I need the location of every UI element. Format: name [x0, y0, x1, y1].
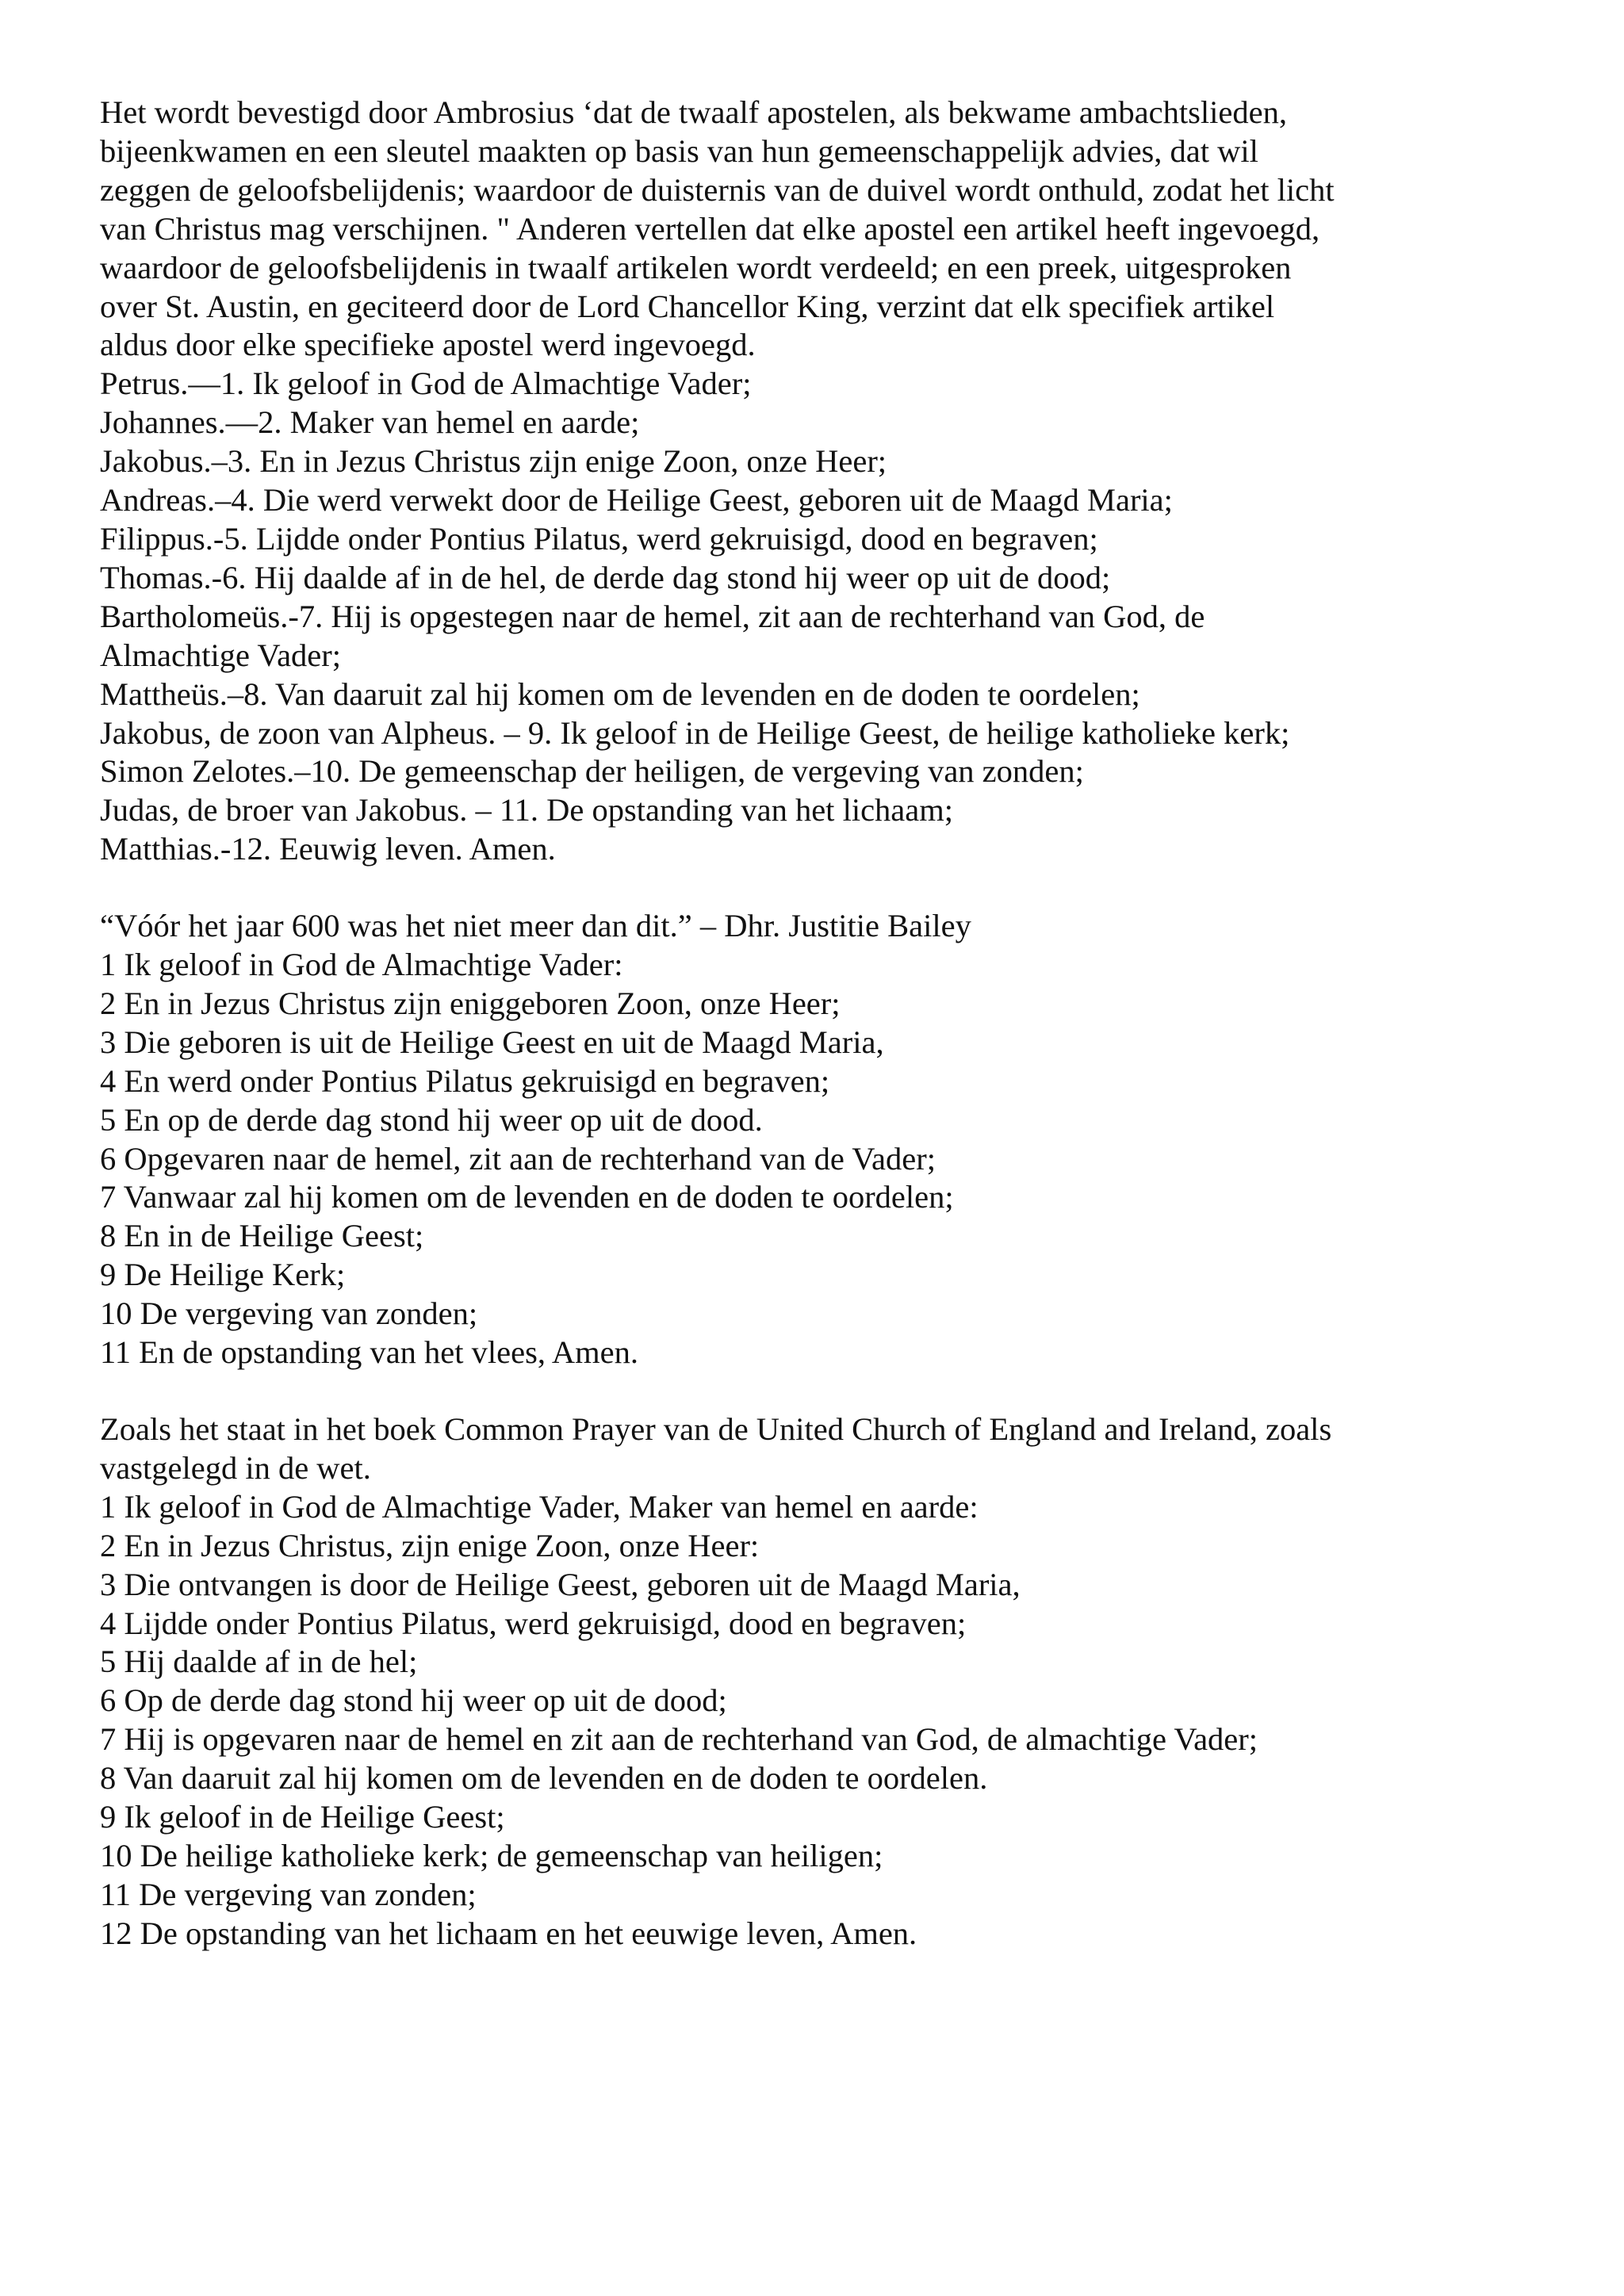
common-prayer-heading: vastgelegd in de wet.: [100, 1449, 371, 1486]
apostle-article-line: Jakobus, de zoon van Alpheus. – 9. Ik geloof in de Heilige Geest, de heilige katholieke kerk;: [100, 714, 1290, 751]
intro-line: bijeenkwamen en een sleutel maakten op basis van hun gemeenschappelijk advies, dat wil: [100, 132, 1258, 169]
apostle-article-line: Matthias.-12. Eeuwig leven. Amen.: [100, 831, 556, 867]
common-prayer-line: 5 Hij daalde af in de hel;: [100, 1644, 418, 1680]
bailey-creed-line: 5 En op de derde dag stond hij weer op uit de dood.: [100, 1101, 763, 1138]
paragraph-gap: [100, 1372, 1529, 1410]
apostle-article-line: Filippus.-5. Lijdde onder Pontius Pilatus, werd gekruisigd, dood en begraven;: [100, 520, 1098, 557]
common-prayer-line: 9 Ik geloof in de Heilige Geest;: [100, 1799, 505, 1835]
apostle-article-line: Johannes.—2. Maker van hemel en aarde;: [100, 404, 640, 441]
apostles-list: [100, 365, 1529, 869]
bailey-creed-line: 2 En in Jezus Christus zijn eniggeboren Zoon, onze Heer;: [100, 985, 841, 1021]
bailey-creed-line: 6 Opgevaren naar de hemel, zit aan de rechterhand van de Vader;: [100, 1140, 936, 1177]
bailey-creed-line: 9 De Heilige Kerk;: [100, 1257, 346, 1293]
apostle-article-line: Andreas.–4. Die werd verwekt door de Heilige Geest, geboren uit de Maagd Maria;: [100, 482, 1173, 519]
common-prayer-line: 3 Die ontvangen is door de Heilige Geest, geboren uit de Maagd Maria,: [100, 1566, 1021, 1602]
apostle-article-line: Jakobus.–3. En in Jezus Christus zijn enige Zoon, onze Heer;: [100, 443, 887, 480]
bailey-creed-line: 1 Ik geloof in God de Almachtige Vader:: [100, 947, 623, 983]
intro-line: aldus door elke specifieke apostel werd ingevoegd.: [100, 327, 756, 363]
apostle-article-line: Petrus.—1. Ik geloof in God de Almachtige Vader;: [100, 365, 752, 402]
intro-line: over St. Austin, en geciteerd door de Lord Chancellor King, verzint dat elk specifiek artikel: [100, 288, 1275, 324]
bailey-heading: “Vóór het jaar 600 was het niet meer dan dit.” – Dhr. Justitie Bailey: [100, 908, 971, 944]
common-prayer-creed: [100, 1410, 1529, 1954]
apostle-article-line: Bartholomeüs.-7. Hij is opgestegen naar de hemel, zit aan de rechterhand van God, de: [100, 598, 1205, 634]
common-prayer-line: 1 Ik geloof in God de Almachtige Vader, Maker van hemel en aarde:: [100, 1488, 979, 1525]
bailey-creed-line: 7 Vanwaar zal hij komen om de levenden en de doden te oordelen;: [100, 1179, 954, 1215]
common-prayer-line: 6 Op de derde dag stond hij weer op uit de dood;: [100, 1682, 727, 1719]
common-prayer-line: 4 Lijdde onder Pontius Pilatus, werd gekruisigd, dood en begraven;: [100, 1605, 967, 1641]
apostle-article-line: Simon Zelotes.–10. De gemeenschap der heiligen, de vergeving van zonden;: [100, 753, 1084, 790]
intro-line: zeggen de geloofsbelijdenis; waardoor de duisternis van de duivel wordt onthuld, zodat het licht: [100, 171, 1335, 208]
common-prayer-line: 11 De vergeving van zonden;: [100, 1876, 477, 1912]
apostle-article-line: Mattheüs.–8. Van daaruit zal hij komen om de levenden en de doden te oordelen;: [100, 675, 1140, 712]
apostle-article-line: Almachtige Vader;: [100, 637, 342, 673]
bailey-creed-line: 11 En de opstanding van het vlees, Amen.: [100, 1334, 638, 1371]
common-prayer-heading: Zoals het staat in het boek Common Prayer van de United Church of England and Ireland, zoals: [100, 1411, 1332, 1447]
apostle-article-line: Thomas.-6. Hij daalde af in de hel, de derde dag stond hij weer op uit de dood;: [100, 559, 1111, 595]
common-prayer-line: 8 Van daaruit zal hij komen om de levenden en de doden te oordelen.: [100, 1760, 988, 1797]
paragraph-gap: [100, 869, 1529, 907]
intro-line: waardoor de geloofsbelijdenis in twaalf artikelen wordt verdeeld; en een preek, uitgesproken: [100, 249, 1292, 285]
common-prayer-line: 2 En in Jezus Christus, zijn enige Zoon, onze Heer:: [100, 1527, 760, 1563]
bailey-creed: [100, 907, 1529, 1372]
common-prayer-line: 7 Hij is opgevaren naar de hemel en zit aan de rechterhand van God, de almachtige Vader;: [100, 1721, 1258, 1758]
bailey-creed-line: 8 En in de Heilige Geest;: [100, 1218, 424, 1254]
apostle-article-line: Judas, de broer van Jakobus. – 11. De opstanding van het lichaam;: [100, 792, 953, 828]
intro-line: van Christus mag verschijnen. " Anderen vertellen dat elke apostel een artikel heeft ingevoegd,: [100, 210, 1320, 247]
common-prayer-line: 12 De opstanding van het lichaam en het eeuwige leven, Amen.: [100, 1915, 917, 1951]
bailey-creed-line: 10 De vergeving van zonden;: [100, 1295, 478, 1332]
bailey-creed-line: 3 Die geboren is uit de Heilige Geest en uit de Maagd Maria,: [100, 1024, 884, 1060]
intro-paragraph: [100, 94, 1529, 365]
bailey-creed-line: 4 En werd onder Pontius Pilatus gekruisigd en begraven;: [100, 1062, 830, 1099]
intro-line: Het wordt bevestigd door Ambrosius ‘dat de twaalf apostelen, als bekwame ambachtslieden,: [100, 94, 1287, 130]
common-prayer-line: 10 De heilige katholieke kerk; de gemeenschap van heiligen;: [100, 1837, 883, 1873]
